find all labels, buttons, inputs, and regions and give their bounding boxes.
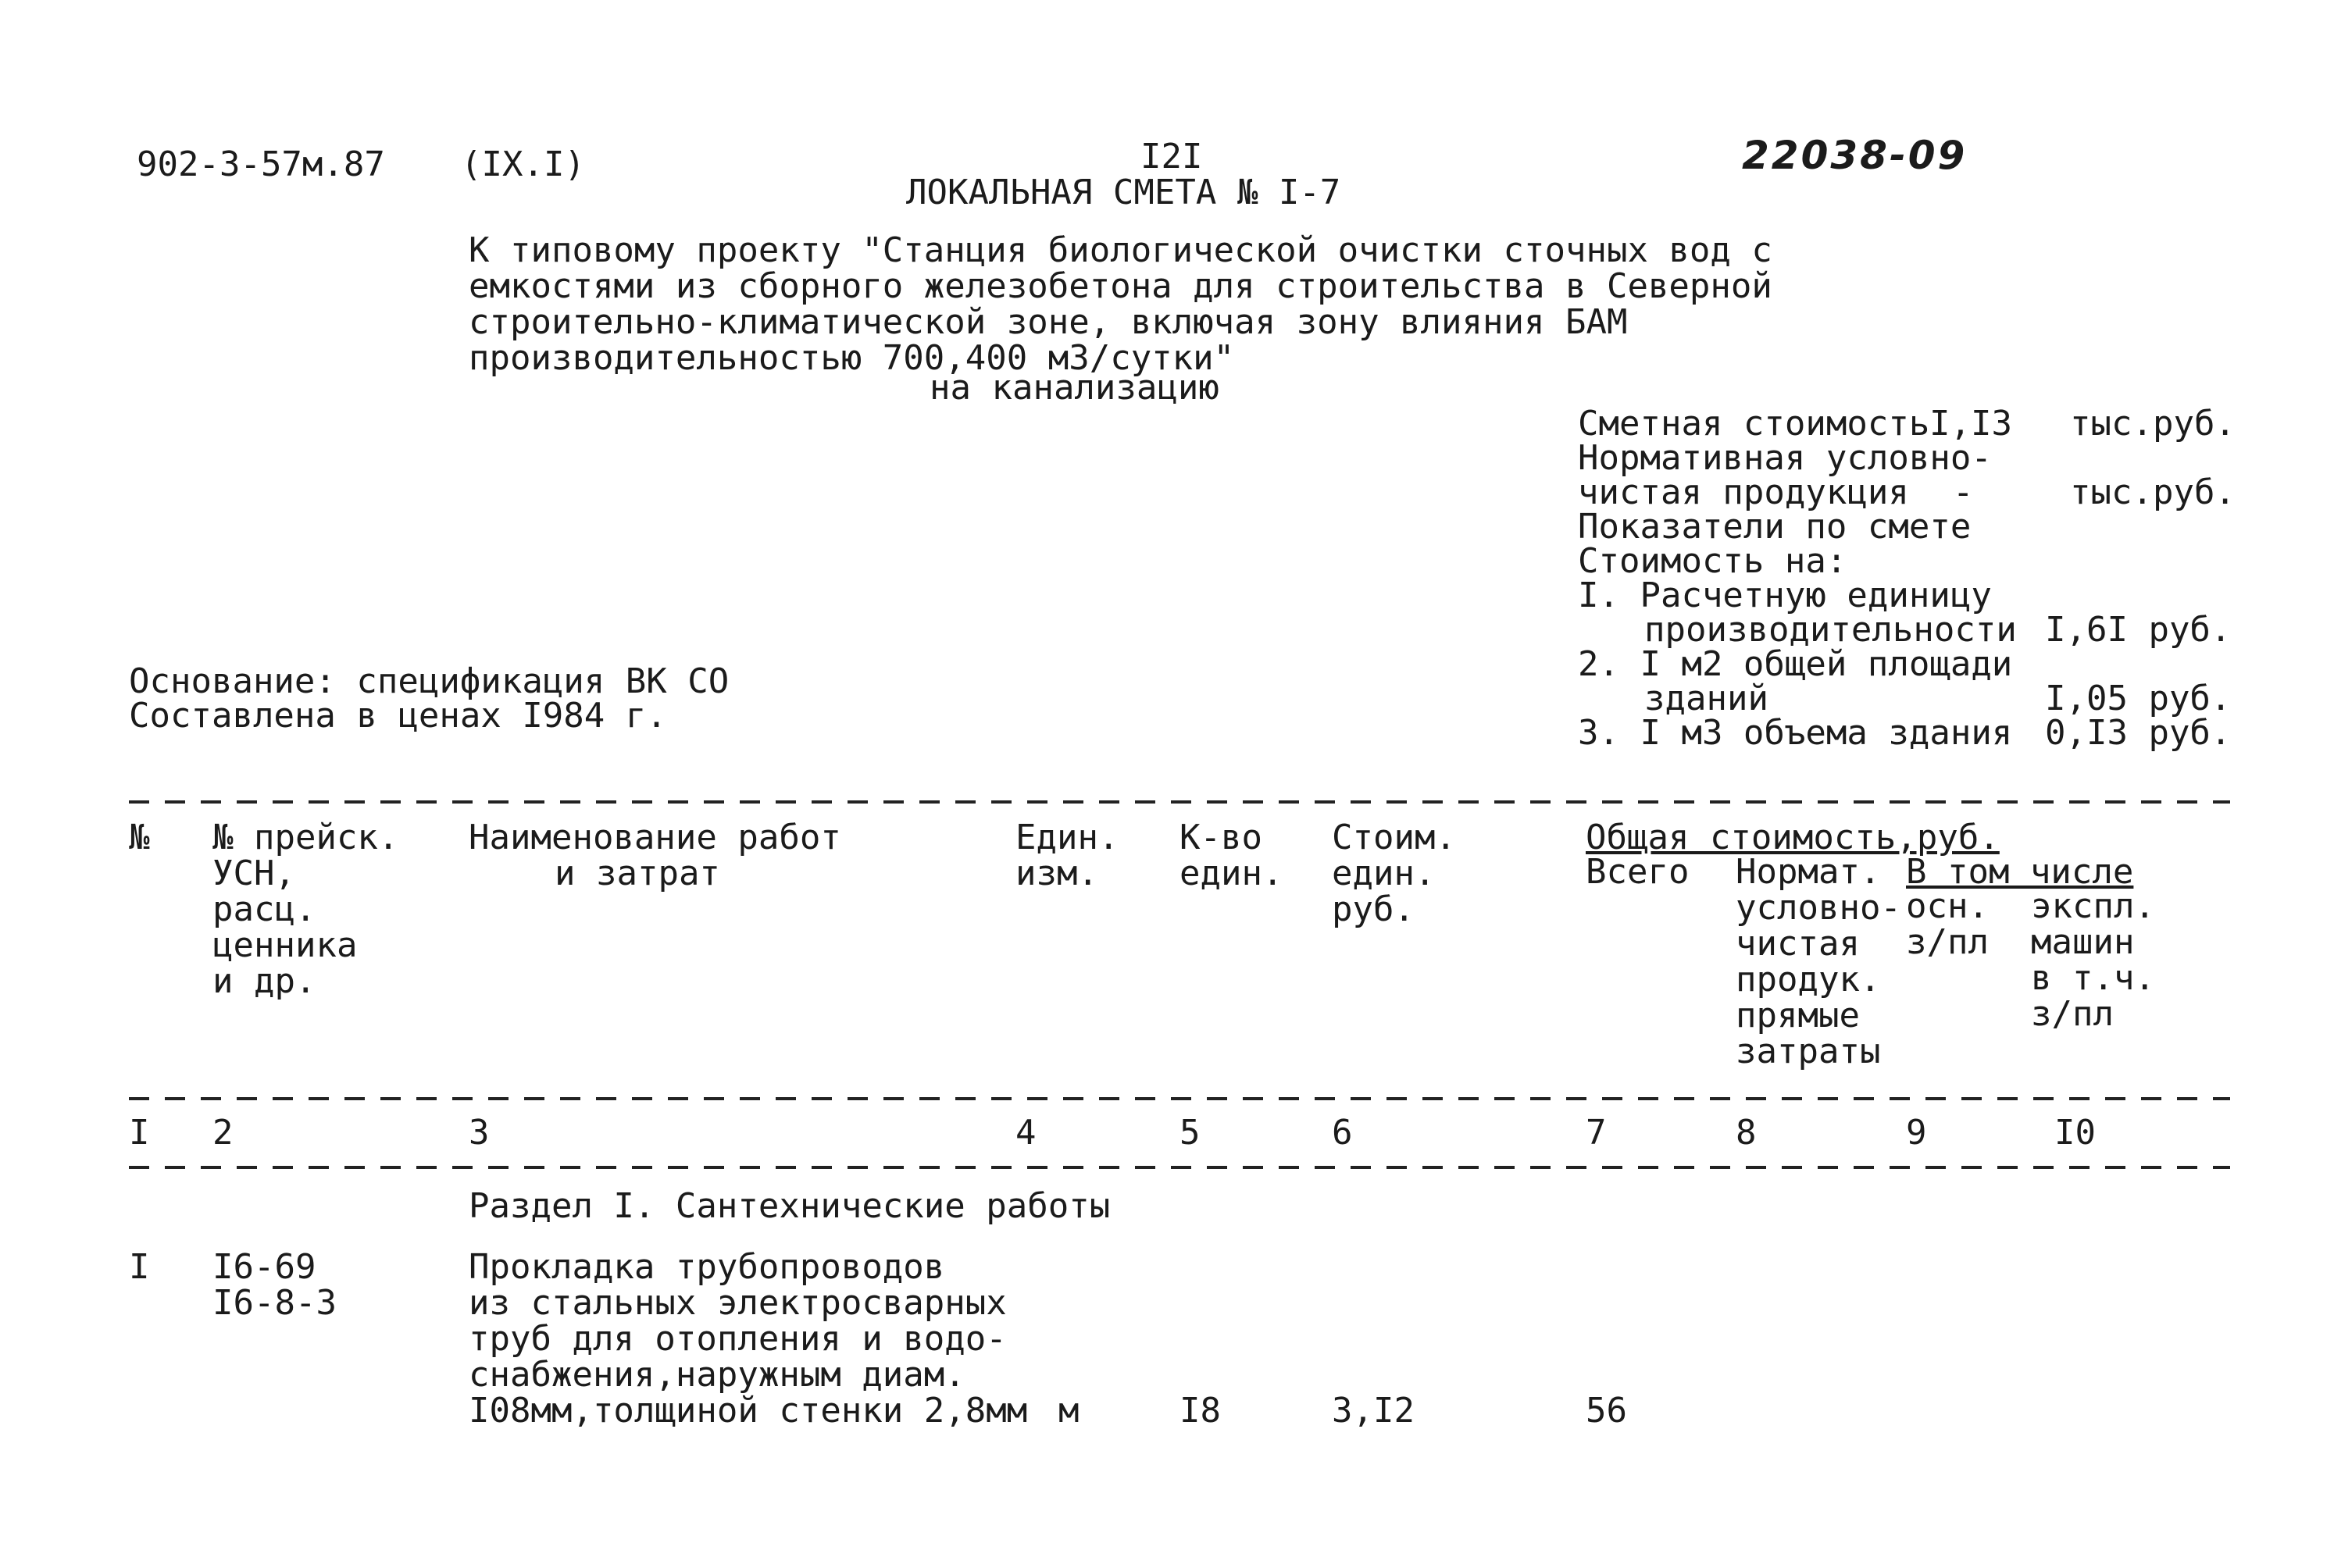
row-price-codes: I6-69 I6-8-3 bbox=[212, 1247, 337, 1323]
price-basis-line: Составлена в ценах I984 г. bbox=[129, 696, 667, 736]
basis-line: Основание: спецификация ВК СО bbox=[129, 661, 730, 701]
indicator-3-value: 0,I3 руб. bbox=[2045, 713, 2232, 753]
header-col-normative: Нормат. условно- чистая продук. прямые затраты bbox=[1736, 852, 1901, 1071]
project-description bbox=[469, 230, 1772, 378]
row-unit-cost: 3,I2 bbox=[1332, 1391, 1415, 1431]
column-number: 4 bbox=[1015, 1113, 1037, 1153]
column-numbers-divider bbox=[129, 1166, 2230, 1169]
description-line: емкостями из сборного железобетона для строительства в Северной bbox=[469, 266, 1772, 306]
header-bottom-divider bbox=[129, 1097, 2230, 1100]
page-number: I2I bbox=[1140, 137, 1203, 176]
document-number: 22038-09 bbox=[1742, 133, 1968, 178]
header-col-machines: экспл. машин в т.ч. з/пл bbox=[2031, 886, 2155, 1034]
normative-value: - bbox=[1953, 472, 1974, 512]
indicator-1: I. Расчетную единицу bbox=[1578, 576, 1992, 615]
indicator-2-value: I,05 руб. bbox=[2045, 679, 2232, 718]
column-number: 9 bbox=[1906, 1113, 1927, 1153]
normative-label: чистая продукция bbox=[1578, 472, 1909, 512]
indicators-label: Показатели по смете bbox=[1578, 507, 1972, 547]
row-number: I bbox=[129, 1247, 150, 1287]
header-col-work-name: Наименование работ и затрат bbox=[469, 818, 841, 893]
album-number: (IX.I) bbox=[461, 144, 585, 184]
normative-label: Нормативная условно- bbox=[1578, 438, 1992, 478]
indicator-1-value: I,6I руб. bbox=[2045, 610, 2232, 650]
column-number: I0 bbox=[2054, 1113, 2096, 1153]
column-number: 3 bbox=[469, 1113, 490, 1153]
row-total: 56 bbox=[1586, 1391, 1627, 1431]
row-quantity: I8 bbox=[1179, 1391, 1221, 1431]
row-description: Прокладка трубопроводов из стальных электросварных труб для отопления и водо- снабжения,наружным диам. I08мм,толщиной стенки 2,8мм bbox=[469, 1247, 1028, 1431]
header-col-wages: осн. з/пл bbox=[1906, 886, 1989, 962]
indicator-2-cont: зданий bbox=[1644, 679, 1768, 718]
column-number: I bbox=[129, 1113, 150, 1153]
column-number: 8 bbox=[1736, 1113, 1757, 1153]
estimated-cost-unit: тыс.руб. bbox=[2070, 404, 2236, 444]
estimated-cost-value: I,I3 bbox=[1929, 404, 2012, 444]
description-subtitle: на канализацию bbox=[930, 368, 1219, 408]
header-col-number: № bbox=[129, 818, 150, 857]
estimated-cost-label: Сметная стоимость bbox=[1578, 404, 1930, 444]
description-line: К типовому проекту "Станция биологической очистки сточных вод с bbox=[469, 230, 1772, 270]
column-number: 6 bbox=[1332, 1113, 1353, 1153]
header-col-price-ref: № прейск. УСН, расц. ценника и др. bbox=[212, 818, 399, 1001]
description-line: строительно-климатической зоне, включая зону влияния БАМ bbox=[469, 302, 1628, 342]
column-number: 7 bbox=[1586, 1113, 1607, 1153]
header-col-quantity: К-во един. bbox=[1179, 818, 1283, 893]
header-col-total: Всего bbox=[1586, 852, 1690, 892]
indicator-3: 3. I м3 объема здания bbox=[1578, 713, 2013, 753]
indicator-1-cont: производительности bbox=[1644, 610, 2017, 650]
section-title: Раздел I. Сантехнические работы bbox=[469, 1186, 1111, 1226]
header-col-unit: Един. изм. bbox=[1015, 818, 1119, 893]
normative-unit: тыс.руб. bbox=[2070, 472, 2236, 512]
table-top-divider bbox=[129, 800, 2230, 804]
description-line: производительностью 700,400 м3/сутки" bbox=[469, 338, 1235, 378]
row-unit: м bbox=[1058, 1391, 1080, 1431]
header-col-unit-cost: Стоим. един. руб. bbox=[1332, 818, 1456, 929]
document-title: ЛОКАЛЬНАЯ СМЕТА № I-7 bbox=[906, 173, 1341, 212]
indicator-2: 2. I м2 общей площади bbox=[1578, 644, 2013, 684]
header-total-cost-group: Общая стоимость,руб. bbox=[1586, 818, 2000, 857]
column-number: 2 bbox=[212, 1113, 234, 1153]
column-number: 5 bbox=[1179, 1113, 1201, 1153]
project-code: 902-3-57м.87 bbox=[137, 144, 385, 184]
header-including-group: В том числе bbox=[1906, 852, 2134, 892]
cost-for-label: Стоимость на: bbox=[1578, 541, 1847, 581]
